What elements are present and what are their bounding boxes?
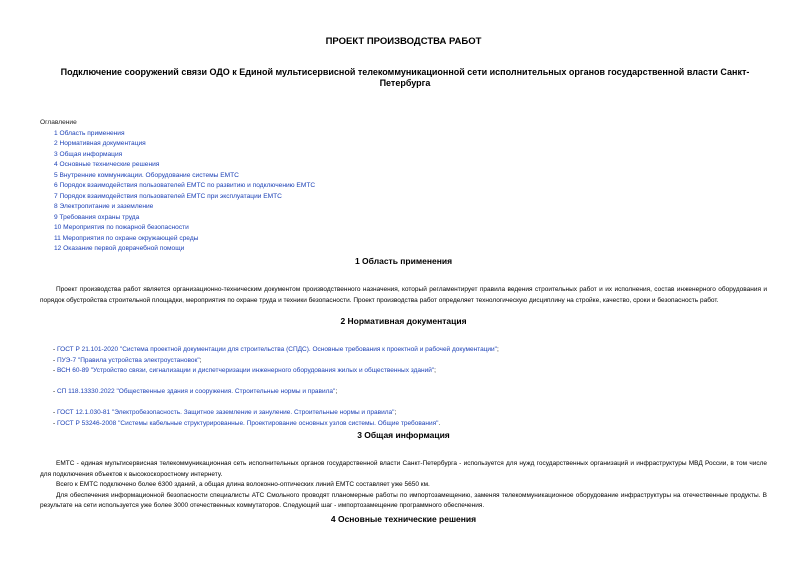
- reference-item: - ВСН 60-89 "Устройство связи, сигнализации и диспетчеризации инженерного оборудования жилых и общественных зданий";: [53, 367, 436, 374]
- toc-link[interactable]: 11 Мероприятия по охране окружающей среды: [54, 234, 199, 242]
- toc-link[interactable]: 6 Порядок взаимодействия пользователей ЕМТС по развитию и подключению ЕМТС: [54, 182, 316, 189]
- reference-list: [53, 345, 499, 429]
- reference-item: - СП 118.13330.2022 "Общественные здания и сооружения. Строительные нормы и правила";: [53, 388, 338, 395]
- reference-item: - ГОСТ Р 53246-2008 "Системы кабельные структурированные. Проектирование основных узлов системы. Общие требования".: [53, 419, 441, 427]
- document-title: ПРОЕКТ ПРОИЗВОДСТВА РАБОТ: [325, 36, 482, 47]
- section-heading: 2 Нормативная документация: [340, 316, 467, 326]
- table-of-contents: [40, 118, 315, 255]
- reference-link[interactable]: ВСН 60-89 "Устройство связи, сигнализации и диспетчеризации инженерного оборудования жилых и общественных зданий": [56, 367, 435, 374]
- section-paragraph: [40, 459, 767, 512]
- toc-link[interactable]: 4 Основные технические решения: [54, 161, 160, 168]
- toc-link[interactable]: 8 Электропитание и заземление: [54, 203, 154, 210]
- reference-item: - ГОСТ Р 21.101-2020 "Система проектной документации для строительства (СПДС). Основные требования к проектной и рабочей документации";: [53, 346, 499, 353]
- toc-link[interactable]: 1 Область применения: [54, 129, 125, 137]
- reference-link[interactable]: СП 118.13330.2022 "Общественные здания и сооружения. Строительные нормы и правила": [56, 388, 336, 395]
- toc-link[interactable]: 2 Нормативная документация: [54, 140, 146, 147]
- toc-link[interactable]: 5 Внутренние коммуникации. Оборудование системы ЕМТС: [54, 171, 239, 179]
- section-paragraph: [40, 285, 767, 306]
- reference-link[interactable]: ГОСТ Р 21.101-2020 "Система проектной документации для строительства (СПДС). Основные требования к проектной и рабочей документации": [56, 346, 497, 353]
- reference-link[interactable]: ПУЭ-7 "Правила устройства электроустановок": [56, 356, 200, 364]
- toc-link[interactable]: 10 Мероприятия по пожарной безопасности: [54, 224, 189, 231]
- section-heading: 1 Область применения: [354, 256, 453, 266]
- paragraph-text: Для обеспечения информационной безопасности специалисты АТС Смольного проводят планомерные работы по импортозамещению, заменяя телекоммуникационное оборудование инфраструктуры на отечественные продукты. В результате на сети используется уже более 3000 отечественных коммутаторов. Следующий шаг - импортозамещение программного обеспечения.: [40, 491, 767, 509]
- section-heading: 4 Основные технические решения: [330, 514, 477, 524]
- paragraph-text: ЕМТС - единая мультисервисная телекоммуникационная сеть исполнительных органов государственной власти Санкт-Петербурга - используется для нужд государственных организаций и инфраструктуры МВД России, в том числе для подключения объектов к высокоскоростному интернету.: [40, 460, 767, 478]
- toc-link[interactable]: 3 Общая информация: [54, 150, 123, 158]
- toc-link[interactable]: 7 Порядок взаимодействия пользователей ЕМТС при эксплуатации ЕМТС: [54, 192, 282, 200]
- toc-list: [40, 129, 315, 255]
- paragraph-text: Всего к ЕМТС подключено более 6300 зданий, а общая длина волоконно-оптических линий ЕМТС составляет уже 5650 км.: [56, 481, 430, 488]
- toc-link[interactable]: 12 Оказание первой доврачебной помощи: [54, 245, 185, 252]
- reference-item: - ГОСТ 12.1.030-81 "Электробезопасность. Защитное заземление и зануление. Строительные нормы и правила";: [53, 409, 397, 416]
- paragraph-text: Проект производства работ является организационно-техническим документом производственного назначения, который регламентирует правила ведения строительных работ и их исполнения, состав инженерного оборудования и порядок обустройства строительной площадки, мероприятия по охране труда и техники безопасности. Проект производства работ определяет технологическую дисциплину на стройке, качество, сроки и безопасность работ.: [40, 286, 767, 304]
- reference-item: - ПУЭ-7 "Правила устройства электроустановок";: [53, 356, 202, 364]
- toc-heading: Оглавление: [40, 119, 77, 126]
- reference-link[interactable]: ГОСТ Р 53246-2008 "Системы кабельные структурированные. Проектирование основных узлов системы. Общие требования": [56, 419, 439, 427]
- document-subtitle: Подключение сооружений связи ОДО к Единой мультисервисной телекоммуникационной сети исполнительных органов государственной власти Санкт-Петербурга: [60, 67, 750, 88]
- toc-link[interactable]: 9 Требования охраны труда: [54, 213, 140, 221]
- reference-link[interactable]: ГОСТ 12.1.030-81 "Электробезопасность. Защитное заземление и зануление. Строительные нормы и правила": [56, 409, 395, 416]
- section-heading: 3 Общая информация: [357, 430, 450, 440]
